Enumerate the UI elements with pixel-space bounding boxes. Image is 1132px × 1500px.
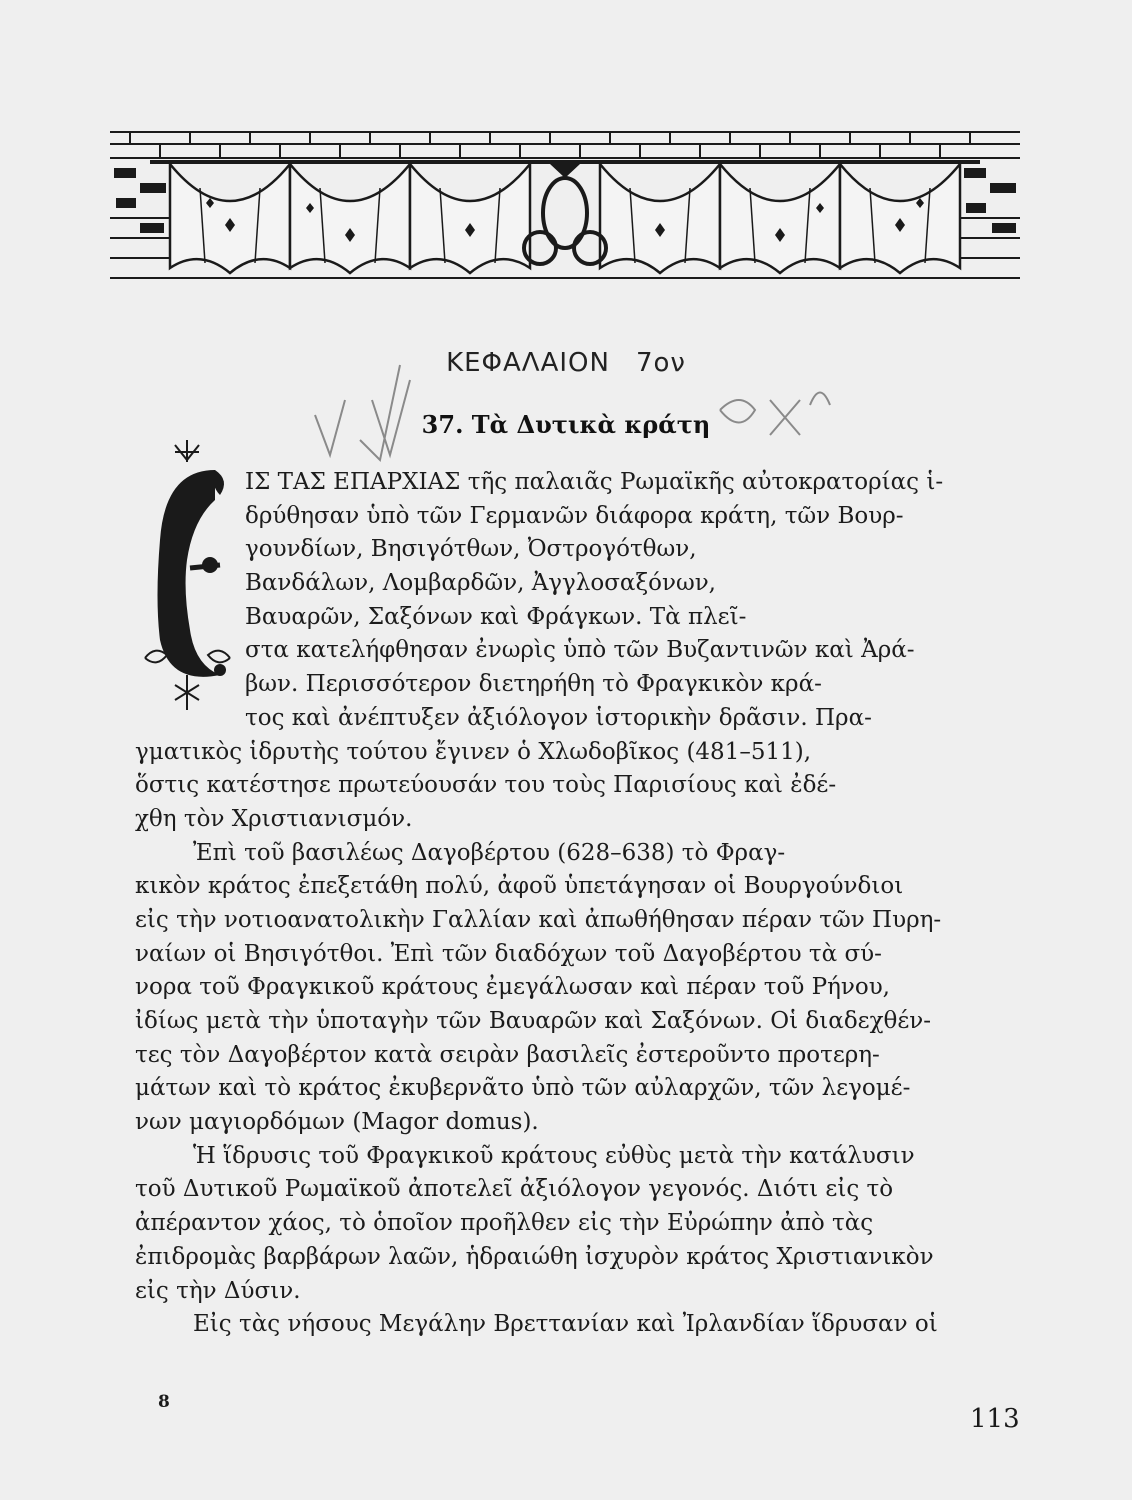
text-line: ἐπιδρομὰς βαρβάρων λαῶν, ἡδραιώθη ἰσχυρὸν κράτος Χριστιανικὸν [135,1243,934,1270]
decorative-curtain-banner [110,128,1020,288]
text-line: ἀπέραντον χάος, τὸ ὁποῖον προῆλθεν εἰς τὴν Εὐρώπην ἀπὸ τὰς [135,1210,874,1237]
text-line: γουνδίων, Βησιγότθων, Ὀστρογότθων, [245,536,697,563]
chapter-number: 7ον [635,348,686,378]
section-title: 37. Τὰ Δυτικὰ κράτη [421,410,711,439]
text-line: Ἡ ἵδρυσις τοῦ Φραγκικοῦ κράτους εὐθὺς μετὰ τὴν κατάλυσιν [193,1142,915,1169]
printer-signature-mark: 8 [158,1392,170,1412]
text-line: στα κατελήφθησαν ἐνωρὶς ὑπὸ τῶν Βυζαντινῶν καὶ Ἀρά- [245,637,915,664]
chapter-heading [0,348,1132,378]
text-line: Βανδάλων, Λομβαρδῶν, Ἀγγλοσαξόνων, [245,570,716,597]
text-line: ὅστις κατέστησε πρωτεύουσάν του τοὺς Παρισίους καὶ ἐδέ- [135,772,837,799]
text-line: τες τὸν Δαγοβέρτον κατὰ σειρὰν βασιλεῖς ἐστεροῦντο προτερη- [135,1041,880,1068]
text-line: ΙΣ ΤΑΣ ΕΠΑΡΧΙΑΣ τῆς παλαιᾶς Ρωμαϊκῆς αὐτοκρατορίας ἱ- [245,469,944,495]
text-line: γματικὸς ἱδρυτὴς τούτου ἔγινεν ὁ Χλωδοβῖκος (481–511), [135,738,812,765]
chapter-label: ΚΕΦΑΛΑΙΟΝ [446,348,610,378]
page-number: 113 [970,1404,1020,1434]
text-line: βων. Περισσότερον διετηρήθη τὸ Φραγκικὸν κρά- [245,671,822,698]
text-line: Βαυαρῶν, Σαξόνων καὶ Φράγκων. Τὰ πλεῖ- [245,603,747,630]
text-line: τος καὶ ἀνέπτυξεν ἀξιόλογον ἱστορικὴν δρᾶσιν. Πρα- [245,704,872,731]
text-line: κικὸν κράτος ἐπεξετάθη πολύ, ἀφοῦ ὑπετάγησαν οἱ Βουργούνδιοι [135,873,904,900]
text-line: νορα τοῦ Φραγκικοῦ κράτους ἐμεγάλωσαν καὶ πέραν τοῦ Ρήνου, [135,974,890,1001]
text-line: εἰς τὴν νοτιοανατολικὴν Γαλλίαν καὶ ἀπωθήθησαν πέραν τῶν Πυρη- [135,906,942,933]
text-line: ἰδίως μετὰ τὴν ὑποταγὴν τῶν Βαυαρῶν καὶ Σαξόνων. Οἱ διαδεχθέν- [135,1008,932,1034]
text-line: Ἐπὶ τοῦ βασιλέως Δαγοβέρτου (628–638) τὸ Φραγ- [193,839,786,866]
text-line: δρύθησαν ὑπὸ τῶν Γερμανῶν διάφορα κράτη, τῶν Βουρ- [245,502,904,529]
text-line: τοῦ Δυτικοῦ Ρωμαϊκοῦ ἀποτελεῖ ἀξιόλογον γεγονός. Διότι εἰς τὸ [135,1176,894,1203]
body-text [135,466,1025,1342]
text-line: Εἰς τὰς νήσους Μεγάλην Βρεττανίαν καὶ Ἰρλανδίαν ἵδρυσαν οἱ [193,1311,938,1338]
text-line: νων μαγιορδόμων (Magor domus). [135,1109,539,1136]
text-line: ναίων οἱ Βησιγότθοι. Ἐπὶ τῶν διαδόχων τοῦ Δαγοβέρτου τὰ σύ- [135,940,882,967]
text-line: χθη τὸν Χριστιανισμόν. [135,805,413,832]
text-line: εἰς τὴν Δύσιν. [135,1277,301,1304]
text-line: μάτων καὶ τὸ κράτος ἐκυβερνᾶτο ὑπὸ τῶν αὐλαρχῶν, τῶν λεγομέ- [135,1075,911,1102]
